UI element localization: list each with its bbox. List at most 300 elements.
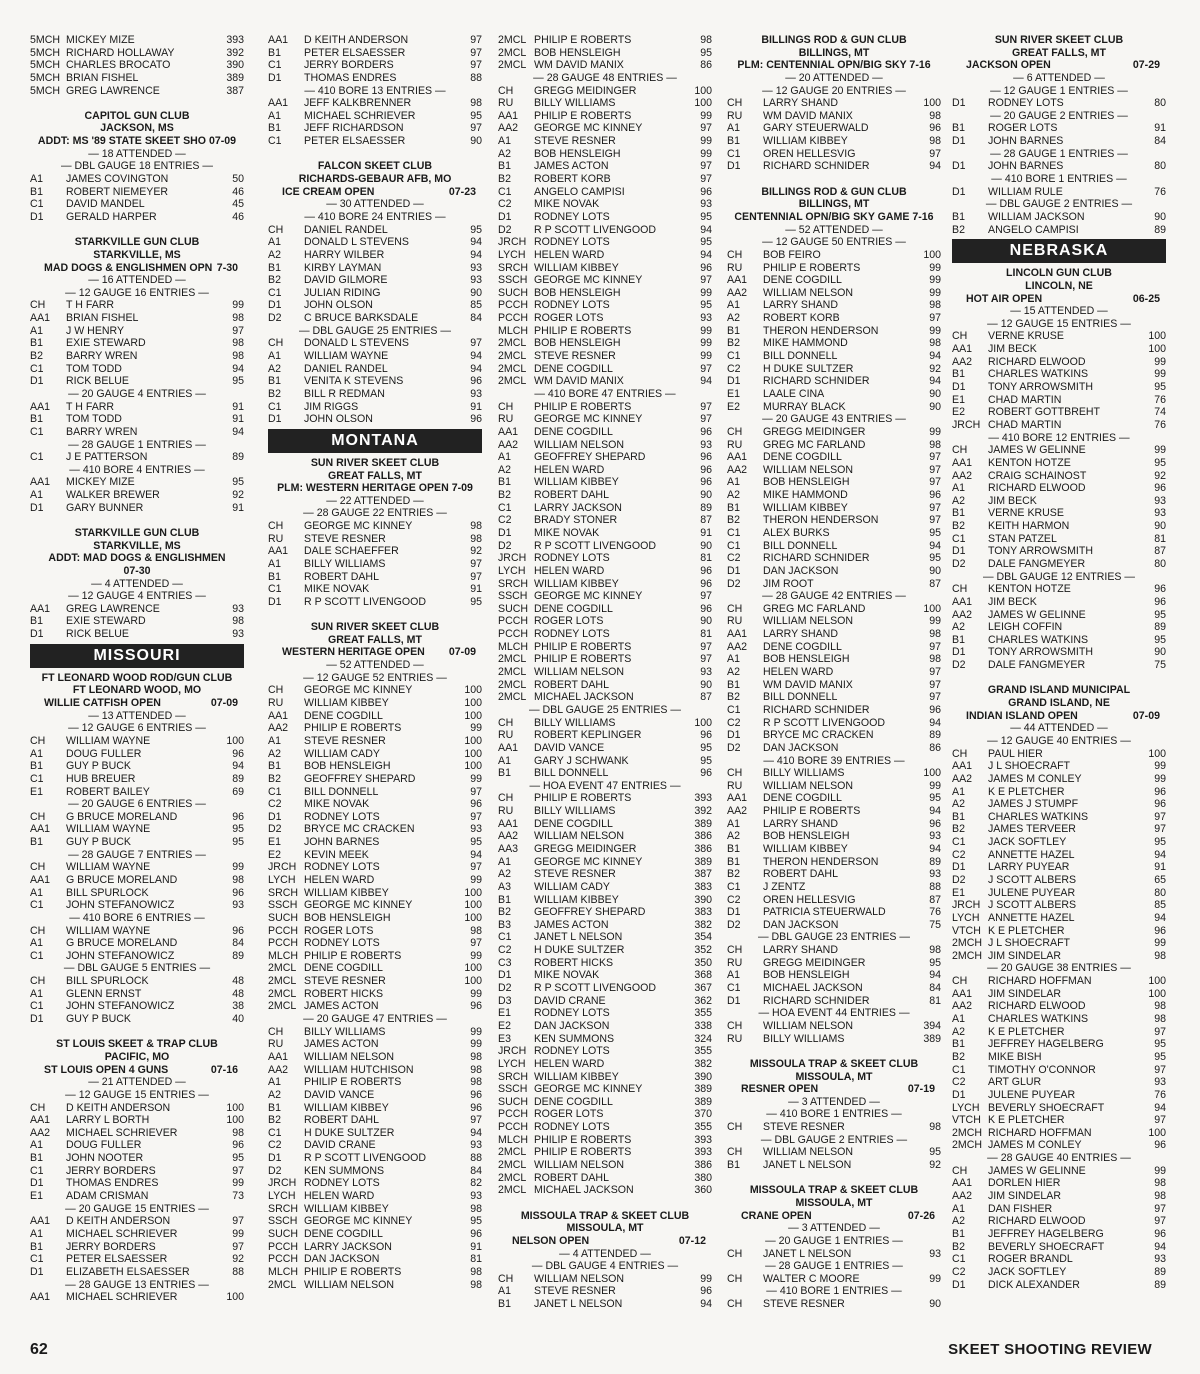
shooter-name: GREG LAWRENCE	[66, 84, 160, 97]
shooter-name: K E PLETCHER	[988, 785, 1065, 798]
class-code: 2MCH	[952, 1139, 983, 1152]
score: 80	[1154, 97, 1166, 110]
event-divider: — 20 GAUGE 43 ENTRIES —	[762, 413, 906, 426]
score: 99	[232, 1227, 244, 1240]
result-row	[952, 520, 1166, 533]
score: 98	[232, 1126, 244, 1139]
club-header: GREAT FALLS, MT	[1012, 46, 1106, 59]
score: 94	[700, 1298, 712, 1311]
class-code: C2	[268, 798, 282, 811]
class-code: B1	[498, 893, 511, 906]
shooter-name: WILLIAM NELSON	[534, 830, 625, 843]
shooter-name: PHILIP E ROBERTS	[304, 1076, 402, 1089]
class-code: AA1	[727, 451, 748, 464]
class-code: 2MCL	[268, 987, 297, 1000]
score: 93	[700, 312, 712, 325]
score: 95	[929, 526, 941, 539]
class-code: SRCH	[498, 1070, 529, 1083]
result-row	[952, 1177, 1166, 1190]
result-row	[268, 1127, 482, 1140]
shooter-name: DONALD L STEVENS	[304, 236, 409, 249]
class-code: LYCH	[268, 1190, 296, 1203]
score: 96	[700, 261, 712, 274]
score: 97	[700, 400, 712, 413]
shooter-name: STEVE RESNER	[763, 1298, 845, 1311]
class-code: C1	[727, 147, 741, 160]
score: 95	[700, 46, 712, 59]
class-code: 5MCH	[30, 84, 61, 97]
shooter-name: G BRUCE MORELAND	[66, 810, 178, 823]
score: 99	[232, 861, 244, 874]
result-row	[30, 760, 244, 773]
class-code: D1	[952, 185, 966, 198]
shooter-name: WILLIAM WAYNE	[66, 861, 151, 874]
score: 97	[470, 937, 482, 950]
result-row	[727, 805, 941, 818]
club-header: GRAND ISLAND, NE	[1008, 697, 1110, 710]
shooter-name: WILLIAM KIBBEY	[534, 1070, 619, 1083]
shooter-name: EXIE STEWARD	[66, 337, 146, 350]
score: 95	[1154, 1050, 1166, 1063]
shooter-name: THERON HENDERSON	[763, 514, 879, 527]
result-row	[952, 1215, 1166, 1228]
class-code: CH	[30, 734, 46, 747]
score: 99	[700, 109, 712, 122]
state-banner: MONTANA	[268, 429, 482, 453]
result-row	[498, 1121, 712, 1134]
class-code: D2	[727, 741, 741, 754]
event-divider: — DBL GAUGE 18 ENTRIES —	[60, 160, 214, 173]
result-row	[727, 1273, 941, 1286]
class-code: CH	[952, 1164, 968, 1177]
result-row	[952, 1064, 1166, 1077]
class-code: CH	[498, 1272, 514, 1285]
class-code: A3	[498, 880, 511, 893]
shooter-name: ROBERT BAILEY	[66, 785, 150, 798]
shooter-name: RODNEY LOTS	[304, 1177, 380, 1190]
shooter-name: K E PLETCHER	[988, 924, 1065, 937]
class-code: CH	[30, 975, 46, 988]
class-code: D1	[727, 564, 741, 577]
club-header: FT LEONARD WOOD ROD/GUN CLUB	[41, 671, 233, 684]
class-code: A1	[268, 734, 281, 747]
shooter-name: JERRY BORDERS	[66, 1164, 156, 1177]
shooter-name: GEOFFREY SHEPARD	[534, 906, 646, 919]
shooter-name: H DUKE SULTZER	[763, 362, 854, 375]
class-code: CH	[30, 1101, 46, 1114]
score: 99	[929, 425, 941, 438]
class-code: C1	[30, 362, 44, 375]
shooter-name: MIKE HAMMOND	[763, 337, 848, 350]
shooter-name: CRAIG SCHAINOST	[988, 469, 1087, 482]
result-row	[727, 325, 941, 338]
result-row	[30, 899, 244, 912]
club-header: FALCON SKEET CLUB	[317, 160, 433, 173]
class-code: AA2	[727, 286, 748, 299]
shooter-name: ROBERT DAHL	[534, 1171, 609, 1184]
score: 98	[470, 1076, 482, 1089]
result-row	[952, 444, 1166, 457]
class-code: D1	[952, 135, 966, 148]
class-code: PCCH	[498, 628, 529, 641]
class-code: AA1	[30, 1114, 51, 1127]
class-code: A1	[498, 451, 511, 464]
score: 94	[700, 375, 712, 388]
class-code: E1	[952, 886, 965, 899]
event-divider: — 12 GAUGE 6 ENTRIES —	[68, 722, 206, 735]
result-row	[498, 944, 712, 957]
result-row	[498, 1083, 712, 1096]
score: 90	[700, 615, 712, 628]
result-row	[952, 1266, 1166, 1279]
result-row	[498, 527, 712, 540]
result-row	[498, 906, 712, 919]
result-row	[952, 912, 1166, 925]
class-code: D1	[30, 375, 44, 388]
shooter-name: GUY P BUCK	[66, 760, 131, 773]
score: 99	[1154, 1164, 1166, 1177]
result-row	[952, 874, 1166, 887]
event-divider: — 13 ATTENDED —	[88, 709, 186, 722]
result-row	[268, 520, 482, 533]
class-code: SUCH	[498, 1095, 529, 1108]
result-row	[268, 72, 482, 85]
shooter-name: PETER ELSAESSER	[66, 1253, 168, 1266]
shooter-name: JAMES ACTON	[304, 1038, 379, 1051]
shooter-name: RICHARD SCHNIDER	[763, 375, 870, 388]
class-code: B1	[268, 46, 281, 59]
result-row	[268, 59, 482, 72]
shooter-name: WILLIAM KIBBEY	[304, 886, 389, 899]
event-divider: — 410 BORE 4 ENTRIES —	[69, 463, 205, 476]
shooter-name: JAMES W GELINNE	[988, 444, 1086, 457]
shooter-name: HELEN WARD	[534, 1057, 605, 1070]
score: 98	[1154, 1000, 1166, 1013]
class-code: RU	[498, 805, 514, 818]
class-code: D1	[268, 71, 282, 84]
shooter-name: PHILIP E ROBERTS	[534, 34, 632, 46]
score: 95	[232, 823, 244, 836]
score: 98	[1154, 949, 1166, 962]
score: 100	[1148, 975, 1166, 988]
result-row	[952, 356, 1166, 369]
result-row	[952, 135, 1166, 148]
event-divider: — 21 ATTENDED —	[88, 1076, 186, 1089]
score: 93	[1154, 1076, 1166, 1089]
shooter-name: GEORGE MC KINNEY	[304, 1215, 413, 1228]
shooter-name: BILLY WILLIAMS	[534, 805, 616, 818]
result-row	[268, 388, 482, 401]
class-code: AA1	[952, 456, 973, 469]
spacer	[30, 514, 244, 527]
event-date: 07-09	[448, 646, 476, 659]
class-code: A2	[268, 362, 281, 375]
score: 96	[1154, 924, 1166, 937]
score: 98	[1154, 1190, 1166, 1203]
shooter-name: PHILIP E ROBERTS	[534, 109, 632, 122]
state-banner: MISSOURI	[30, 644, 244, 668]
shooter-name: TONY ARROWSMITH	[988, 545, 1093, 558]
shooter-name: ROBERT HICKS	[534, 956, 614, 969]
class-code: C1	[727, 703, 741, 716]
score: 93	[929, 868, 941, 881]
score: 96	[929, 489, 941, 502]
class-code: RU	[727, 261, 743, 274]
result-row	[268, 735, 482, 748]
shooter-name: RICHARD HOLLAWAY	[66, 46, 175, 59]
event-date: 07-09	[1132, 709, 1160, 722]
shooter-name: STEVE RESNER	[304, 734, 386, 747]
class-code: B2	[498, 906, 511, 919]
class-code: B2	[268, 387, 281, 400]
shooter-name: THOMAS ENDRES	[66, 1177, 159, 1190]
score: 97	[470, 861, 482, 874]
shooter-name: VENITA K STEVENS	[304, 375, 404, 388]
score: 96	[929, 817, 941, 830]
score: 90	[1154, 520, 1166, 533]
shooter-name: BRADY STONER	[534, 514, 618, 527]
class-code: AA1	[30, 874, 51, 886]
shooter-name: JANET L NELSON	[763, 1247, 852, 1260]
shooter-name: BILL DONNELL	[304, 785, 379, 798]
class-code: 2MCL	[498, 362, 527, 375]
score: 91	[232, 501, 244, 514]
result-row	[30, 1102, 244, 1115]
shooter-name: RODNEY LOTS	[534, 210, 610, 223]
result-row	[498, 628, 712, 641]
result-row	[268, 836, 482, 849]
class-code: PCCH	[498, 615, 529, 628]
result-row	[727, 122, 941, 135]
club-header: ADDT: MS '89 STATE SKEET SHO 07-09	[37, 135, 237, 148]
shooter-name: WALTER C MOORE	[763, 1272, 860, 1285]
class-code: C1	[498, 931, 512, 944]
shooter-name: ROGER BRANDL	[988, 1253, 1073, 1266]
score: 88	[470, 1152, 482, 1165]
result-row	[268, 337, 482, 350]
result-row	[498, 641, 712, 654]
result-row	[30, 502, 244, 515]
score: 99	[470, 949, 482, 962]
result-row	[30, 988, 244, 1001]
score: 95	[232, 375, 244, 388]
result-row	[727, 110, 941, 123]
shooter-name: PATRICIA STEUERWALD	[763, 906, 886, 919]
event-divider: — 30 ATTENDED —	[326, 198, 424, 211]
score: 81	[700, 552, 712, 565]
result-row	[727, 426, 941, 439]
result-row	[30, 773, 244, 786]
class-code: A1	[268, 557, 281, 570]
club-header: ADDT: MAD DOGS & ENGLISHMEN	[48, 552, 226, 565]
score: 97	[929, 147, 941, 160]
result-row	[498, 451, 712, 464]
score: 95	[700, 299, 712, 312]
shooter-name: BRIAN FISHEL	[66, 312, 139, 325]
score: 97	[700, 122, 712, 135]
score: 99	[470, 1025, 482, 1038]
score: 94	[929, 716, 941, 729]
shooter-name: PHILIP E ROBERTS	[534, 1146, 632, 1159]
result-row	[268, 1089, 482, 1102]
shooter-name: WILLIAM KIBBEY	[534, 577, 619, 590]
event-divider: — 28 GAUGE 1 ENTRIES —	[68, 438, 206, 451]
result-row	[727, 274, 941, 287]
shooter-name: JIM SINDELAR	[988, 987, 1061, 1000]
score: 96	[470, 1000, 482, 1013]
result-row	[268, 97, 482, 110]
result-row	[952, 558, 1166, 571]
score: 40	[232, 1013, 244, 1026]
shooter-name: KENTON HOTZE	[988, 456, 1071, 469]
class-code: 5MCH	[30, 59, 61, 72]
score: 93	[470, 274, 482, 287]
shooter-name: BILLY WILLIAMS	[304, 1025, 386, 1038]
shooter-name: RICHARD ELWOOD	[988, 1215, 1086, 1228]
class-code: AA2	[727, 805, 748, 818]
class-code: CH	[952, 747, 968, 760]
shooter-name: JAMES M CONLEY	[988, 1139, 1082, 1152]
shooter-name: DAVID VANCE	[304, 1088, 375, 1101]
result-row	[268, 849, 482, 862]
shooter-name: WILLIAM NELSON	[763, 463, 854, 476]
result-row	[30, 413, 244, 426]
shooter-name: WILLIAM KIBBEY	[534, 261, 619, 274]
shooter-name: ROBERT DAHL	[534, 489, 609, 502]
class-code: D3	[498, 994, 512, 1007]
class-code: AA2	[952, 355, 973, 368]
shooter-name: DANIEL RANDEL	[304, 362, 388, 375]
result-row	[498, 1045, 712, 1058]
shooter-name: BRYCE MC CRACKEN	[763, 729, 874, 742]
score: 84	[470, 312, 482, 325]
result-row	[498, 767, 712, 780]
result-row	[498, 262, 712, 275]
shooter-name: DAN JACKSON	[304, 1253, 380, 1266]
class-code: A1	[30, 1139, 43, 1152]
result-row	[727, 489, 941, 502]
score: 100	[1148, 343, 1166, 356]
class-code: RU	[727, 438, 743, 451]
club-header: SUN RIVER SKEET CLUB	[994, 34, 1124, 46]
class-code: D1	[727, 160, 741, 173]
score: 100	[923, 767, 941, 780]
class-code: 2MCL	[498, 1184, 527, 1197]
result-row	[30, 823, 244, 836]
result-row	[268, 1215, 482, 1228]
score: 94	[929, 350, 941, 363]
shooter-name: DENE COGDILL	[304, 1227, 383, 1240]
result-row	[268, 1190, 482, 1203]
shooter-name: EXIE STEWARD	[66, 615, 146, 628]
class-code: E1	[30, 1190, 43, 1203]
score: 86	[929, 741, 941, 754]
score: 392	[226, 46, 244, 59]
shooter-name: BILLY WILLIAMS	[304, 557, 386, 570]
score: 99	[929, 1272, 941, 1285]
score: 95	[1154, 633, 1166, 646]
result-row	[727, 666, 941, 679]
score: 93	[470, 1139, 482, 1152]
result-row	[727, 299, 941, 312]
score: 88	[929, 880, 941, 893]
class-code: B1	[498, 767, 511, 780]
shooter-name: DANIEL RANDEL	[304, 223, 388, 236]
score: 96	[232, 924, 244, 937]
shooter-name: STEVE RESNER	[534, 350, 616, 363]
shooter-name: GEORGE MC KINNEY	[534, 1083, 643, 1096]
shooter-name: GEORGE MC KINNEY	[304, 899, 413, 912]
result-row	[498, 540, 712, 553]
class-code: C1	[30, 772, 44, 785]
class-code: C1	[727, 880, 741, 893]
club-header: STARKVILLE, MS	[93, 539, 181, 552]
score: 97	[700, 173, 712, 186]
score: 96	[700, 185, 712, 198]
score: 86	[700, 59, 712, 72]
result-row	[30, 950, 244, 963]
score: 98	[700, 34, 712, 46]
shooter-name: CHARLES WATKINS	[988, 1013, 1089, 1026]
class-code: B1	[268, 122, 281, 135]
shooter-name: WM DAVID MANIX	[534, 375, 624, 388]
event-name: MAD DOGS & ENGLISHMEN OPN	[44, 261, 213, 274]
result-row	[498, 1020, 712, 1033]
result-row	[30, 1228, 244, 1241]
class-code: B1	[952, 810, 965, 823]
shooter-name: CHAD MARTIN	[988, 418, 1062, 431]
spacer	[30, 224, 244, 237]
shooter-name: PHILIP E ROBERTS	[534, 653, 632, 666]
club-header: MISSOULA TRAP & SKEET CLUB	[520, 1209, 690, 1222]
event-header	[30, 697, 244, 710]
event-divider: — 20 GAUGE 2 ENTRIES —	[990, 109, 1128, 122]
class-code: B1	[30, 185, 43, 198]
score: 90	[929, 1298, 941, 1311]
class-code: A1	[30, 1227, 43, 1240]
class-code: E1	[268, 836, 281, 849]
shooter-name: JOHN OLSON	[304, 413, 373, 426]
class-code: E1	[498, 1007, 511, 1020]
score: 380	[694, 1171, 712, 1184]
event-divider: — 410 BORE 1 ENTRIES —	[991, 173, 1127, 186]
score: 100	[464, 886, 482, 899]
score: 65	[1154, 874, 1166, 886]
score: 98	[470, 1265, 482, 1278]
result-row	[498, 1298, 712, 1311]
class-code: C1	[268, 286, 282, 299]
spacer	[30, 1026, 244, 1039]
result-row	[952, 224, 1166, 237]
class-code: A1	[268, 1076, 281, 1089]
shooter-name: HARRY WILBER	[304, 248, 385, 261]
result-row	[727, 451, 941, 464]
event-name: WILLIE CATFISH OPEN	[44, 697, 161, 710]
shooter-name: LARRY SHAND	[763, 299, 838, 312]
score: 94	[232, 425, 244, 438]
shooter-name: GEORGE MC KINNEY	[534, 590, 643, 603]
class-code: AA1	[30, 312, 51, 325]
score: 93	[929, 830, 941, 843]
shooter-name: ROGER LOTS	[988, 122, 1058, 135]
shooter-name: GLENN ERNST	[66, 987, 142, 1000]
shooter-name: STEVE RESNER	[534, 1285, 616, 1298]
shooter-name: WILLIAM KIBBEY	[304, 1101, 389, 1114]
shooter-name: WILLIAM NELSON	[763, 1019, 854, 1032]
score: 367	[694, 982, 712, 995]
shooter-name: BOB HENSLEIGH	[763, 476, 850, 489]
shooter-name: JOHN BARNES	[304, 836, 380, 849]
